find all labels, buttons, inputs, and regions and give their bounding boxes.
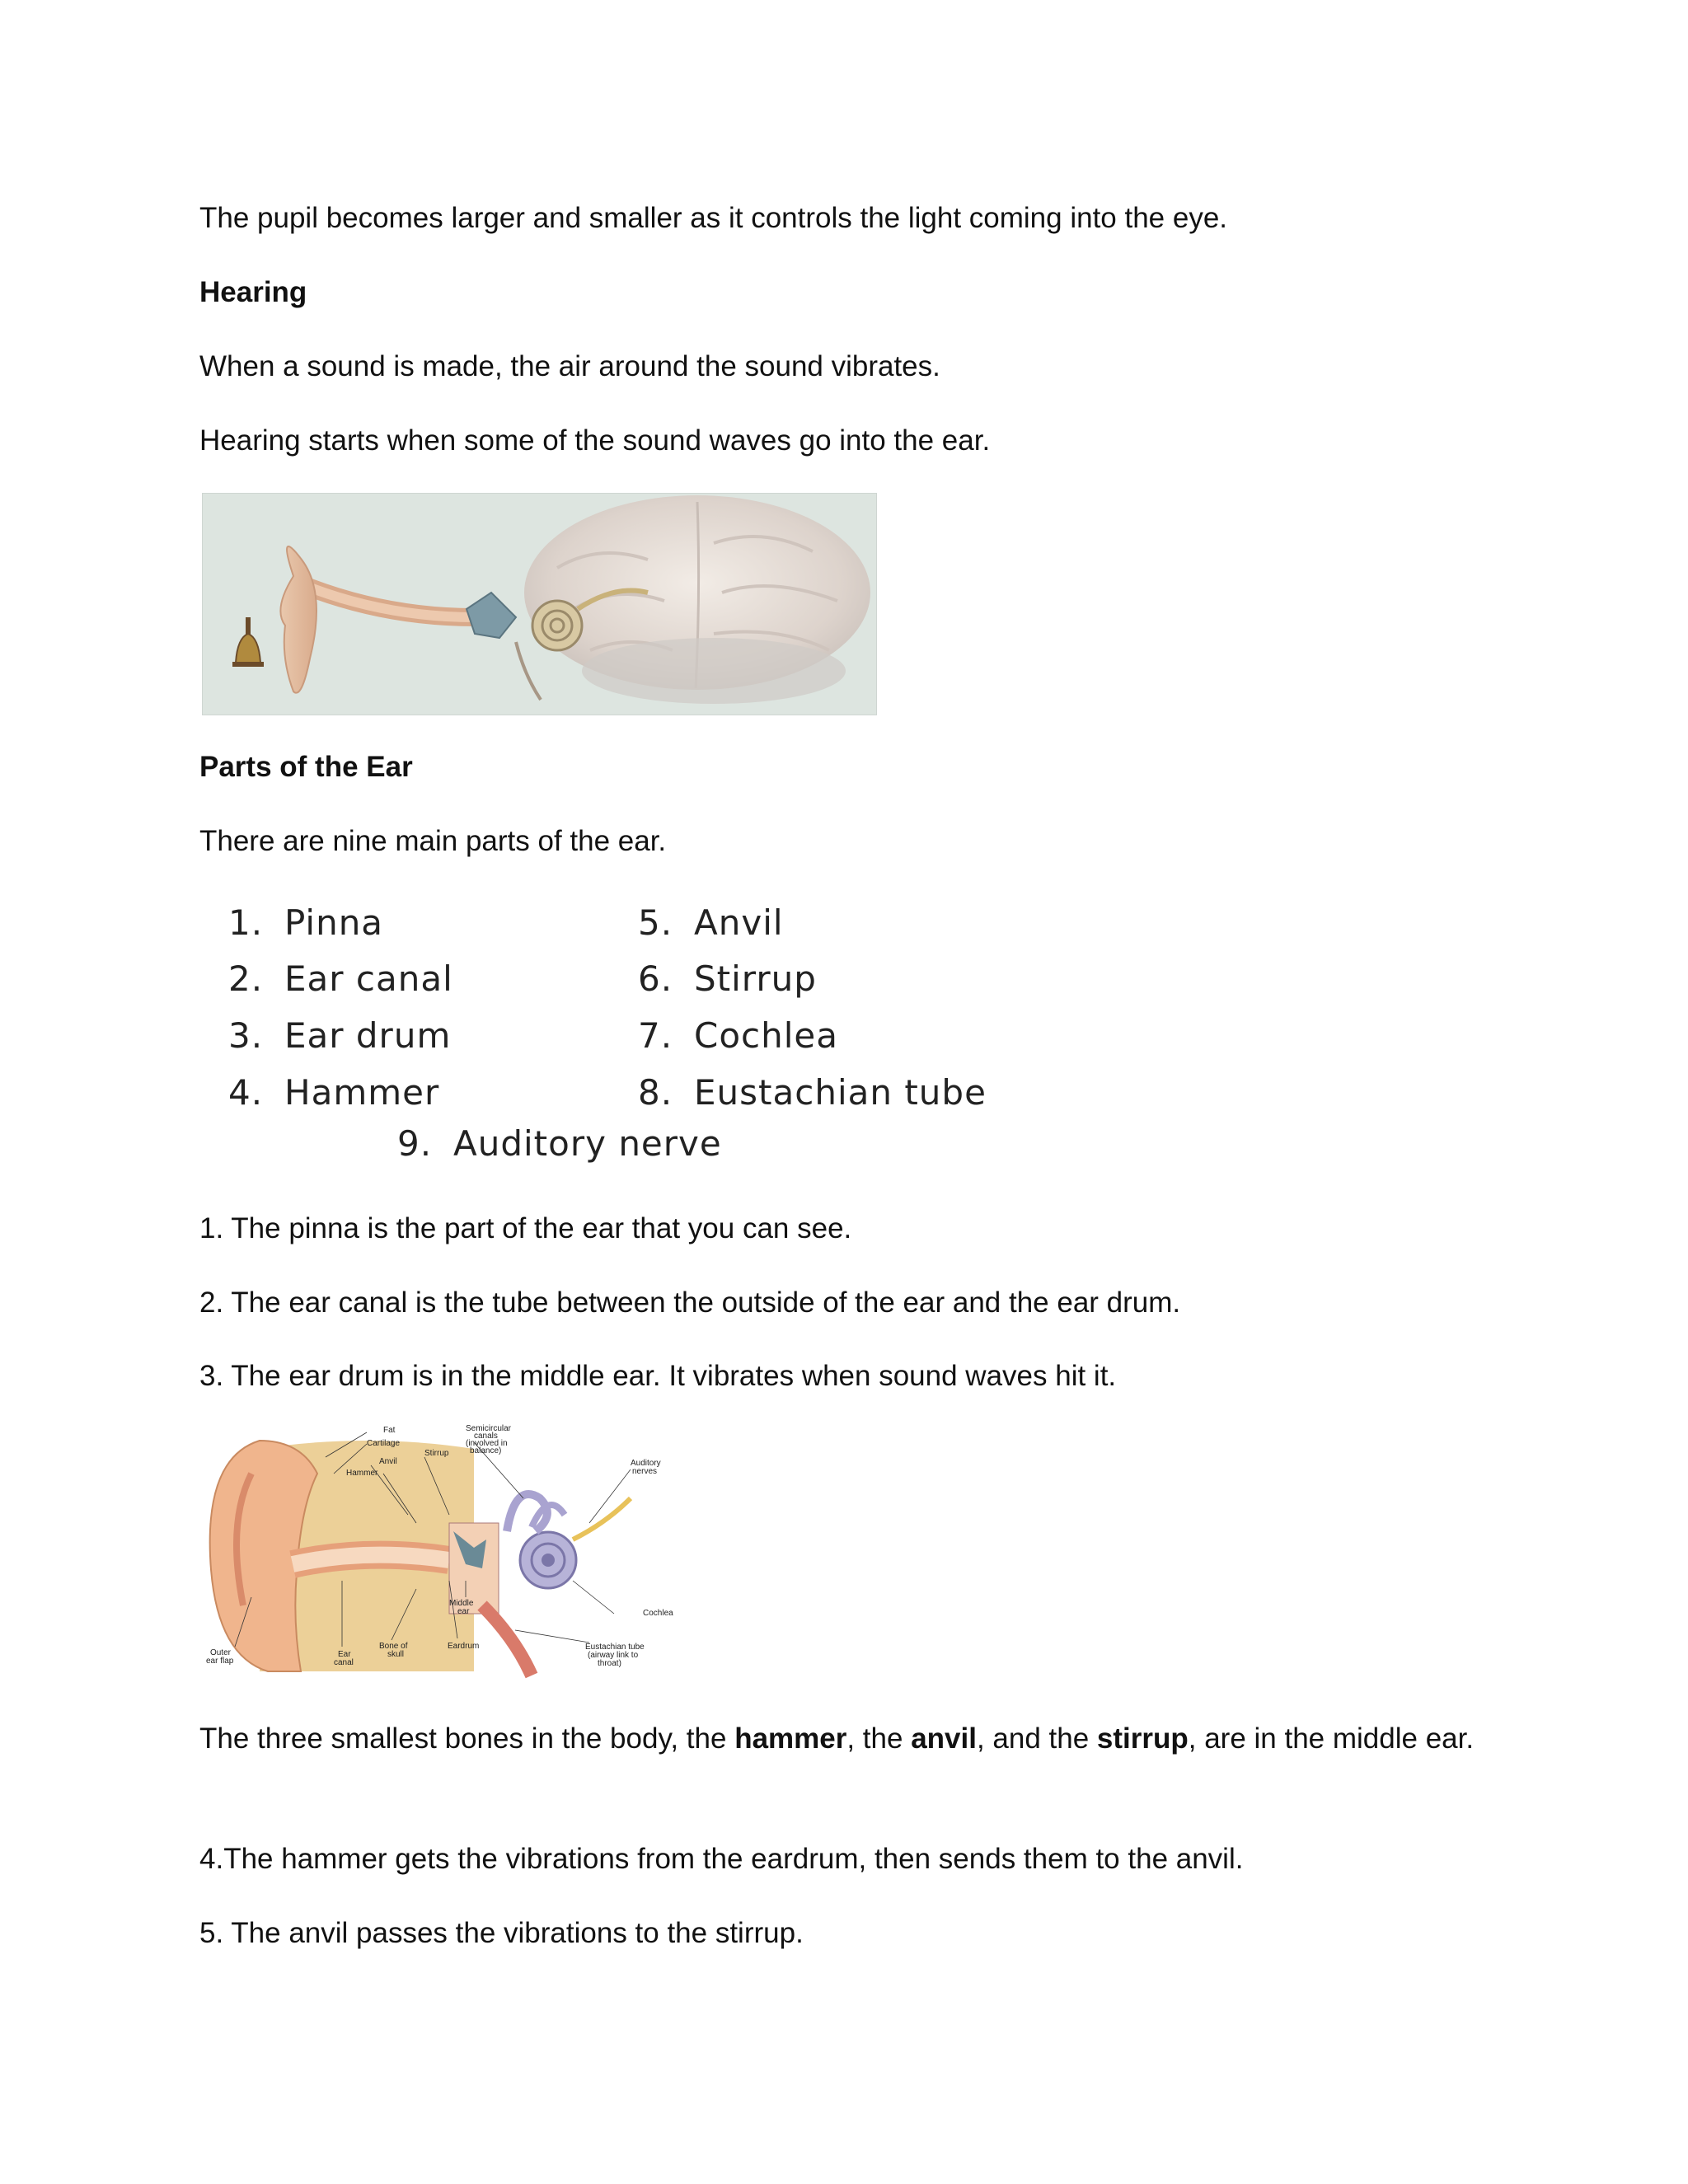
label-cartilage: Cartilage	[367, 1439, 401, 1448]
parts-heading: Parts of the Ear	[199, 751, 413, 783]
label-eardrum: Eardrum	[448, 1642, 480, 1651]
label-semicircular-4: balance)	[470, 1446, 502, 1455]
hearing-starts-paragraph: Hearing starts when some of the sound waves go into the ear.	[199, 424, 991, 457]
list-item: 5. Anvil	[638, 902, 784, 943]
list-item: 7. Cochlea	[638, 1015, 838, 1056]
label-canal-2: canal	[334, 1658, 354, 1667]
nine-parts-paragraph: There are nine main parts of the ear.	[199, 825, 667, 857]
label-semicircular-1: Semicircular	[466, 1424, 512, 1433]
ear-anatomy-diagram	[202, 1424, 706, 1681]
smallest-bones-paragraph: The three smallest bones in the body, the hammer, the anvil, and the stirrup, are in the middle ear.	[199, 1722, 1475, 1755]
list-item: 1. Pinna	[228, 902, 384, 943]
ear-drum-paragraph: 3. The ear drum is in the middle ear. It vibrates when sound waves hit it.	[199, 1360, 1117, 1392]
ear-to-brain-drawing	[203, 494, 876, 715]
label-outer-2: ear flap	[206, 1657, 234, 1666]
label-hammer: Hammer	[346, 1469, 378, 1478]
pinna-paragraph: 1. The pinna is the part of the ear that you can see.	[199, 1212, 852, 1244]
label-eust-2: (airway link to	[588, 1651, 639, 1660]
hammer-paragraph: 4.The hammer gets the vibrations from the eardrum, then sends them to the anvil.	[199, 1843, 1244, 1875]
label-anvil: Anvil	[379, 1457, 397, 1466]
list-item: 4. Hammer	[228, 1072, 440, 1113]
list-item: 6. Stirrup	[638, 958, 817, 999]
list-item: 9. Auditory nerve	[397, 1123, 722, 1164]
label-eust-3: throat)	[598, 1659, 621, 1668]
ear-parts-list	[228, 902, 1053, 1174]
label-middle-1: Middle	[449, 1599, 474, 1608]
pupil-paragraph: The pupil becomes larger and smaller as it controls the light coming into the eye.	[199, 202, 1228, 234]
label-semicircular-2: canals	[474, 1432, 498, 1441]
ear-canal-paragraph: 2. The ear canal is the tube between the outside of the ear and the ear drum.	[199, 1286, 1181, 1319]
label-eust-1: Eustachian tube	[585, 1643, 645, 1652]
list-item: 3. Ear drum	[228, 1015, 452, 1056]
label-bone-1: Bone of	[379, 1642, 408, 1651]
anvil-paragraph: 5. The anvil passes the vibrations to the stirrup.	[199, 1917, 804, 1949]
label-stirrup: Stirrup	[424, 1449, 449, 1458]
label-bone-2: skull	[387, 1650, 405, 1659]
sound-vibrates-paragraph: When a sound is made, the air around the sound vibrates.	[199, 350, 940, 382]
bone-stirrup: stirrup	[1096, 1722, 1189, 1755]
label-canal-1: Ear	[338, 1650, 351, 1659]
list-item: 2. Ear canal	[228, 958, 453, 999]
ear-to-brain-illustration	[202, 493, 877, 715]
label-outer-1: Outer	[210, 1648, 232, 1657]
hearing-heading: Hearing	[199, 276, 307, 308]
label-auditory-2: nerves	[632, 1467, 658, 1476]
cochlea-shape	[532, 601, 582, 650]
ear-anatomy-drawing	[202, 1424, 706, 1681]
label-fat: Fat	[383, 1426, 396, 1435]
list-item: 8. Eustachian tube	[638, 1072, 987, 1113]
label-auditory-1: Auditory	[631, 1459, 661, 1468]
label-semicircular-3: (involved in	[466, 1439, 508, 1448]
bone-anvil: anvil	[911, 1722, 977, 1755]
label-cochlea: Cochlea	[643, 1609, 673, 1618]
label-middle-2: ear	[457, 1607, 470, 1616]
bone-hammer: hammer	[734, 1722, 847, 1755]
